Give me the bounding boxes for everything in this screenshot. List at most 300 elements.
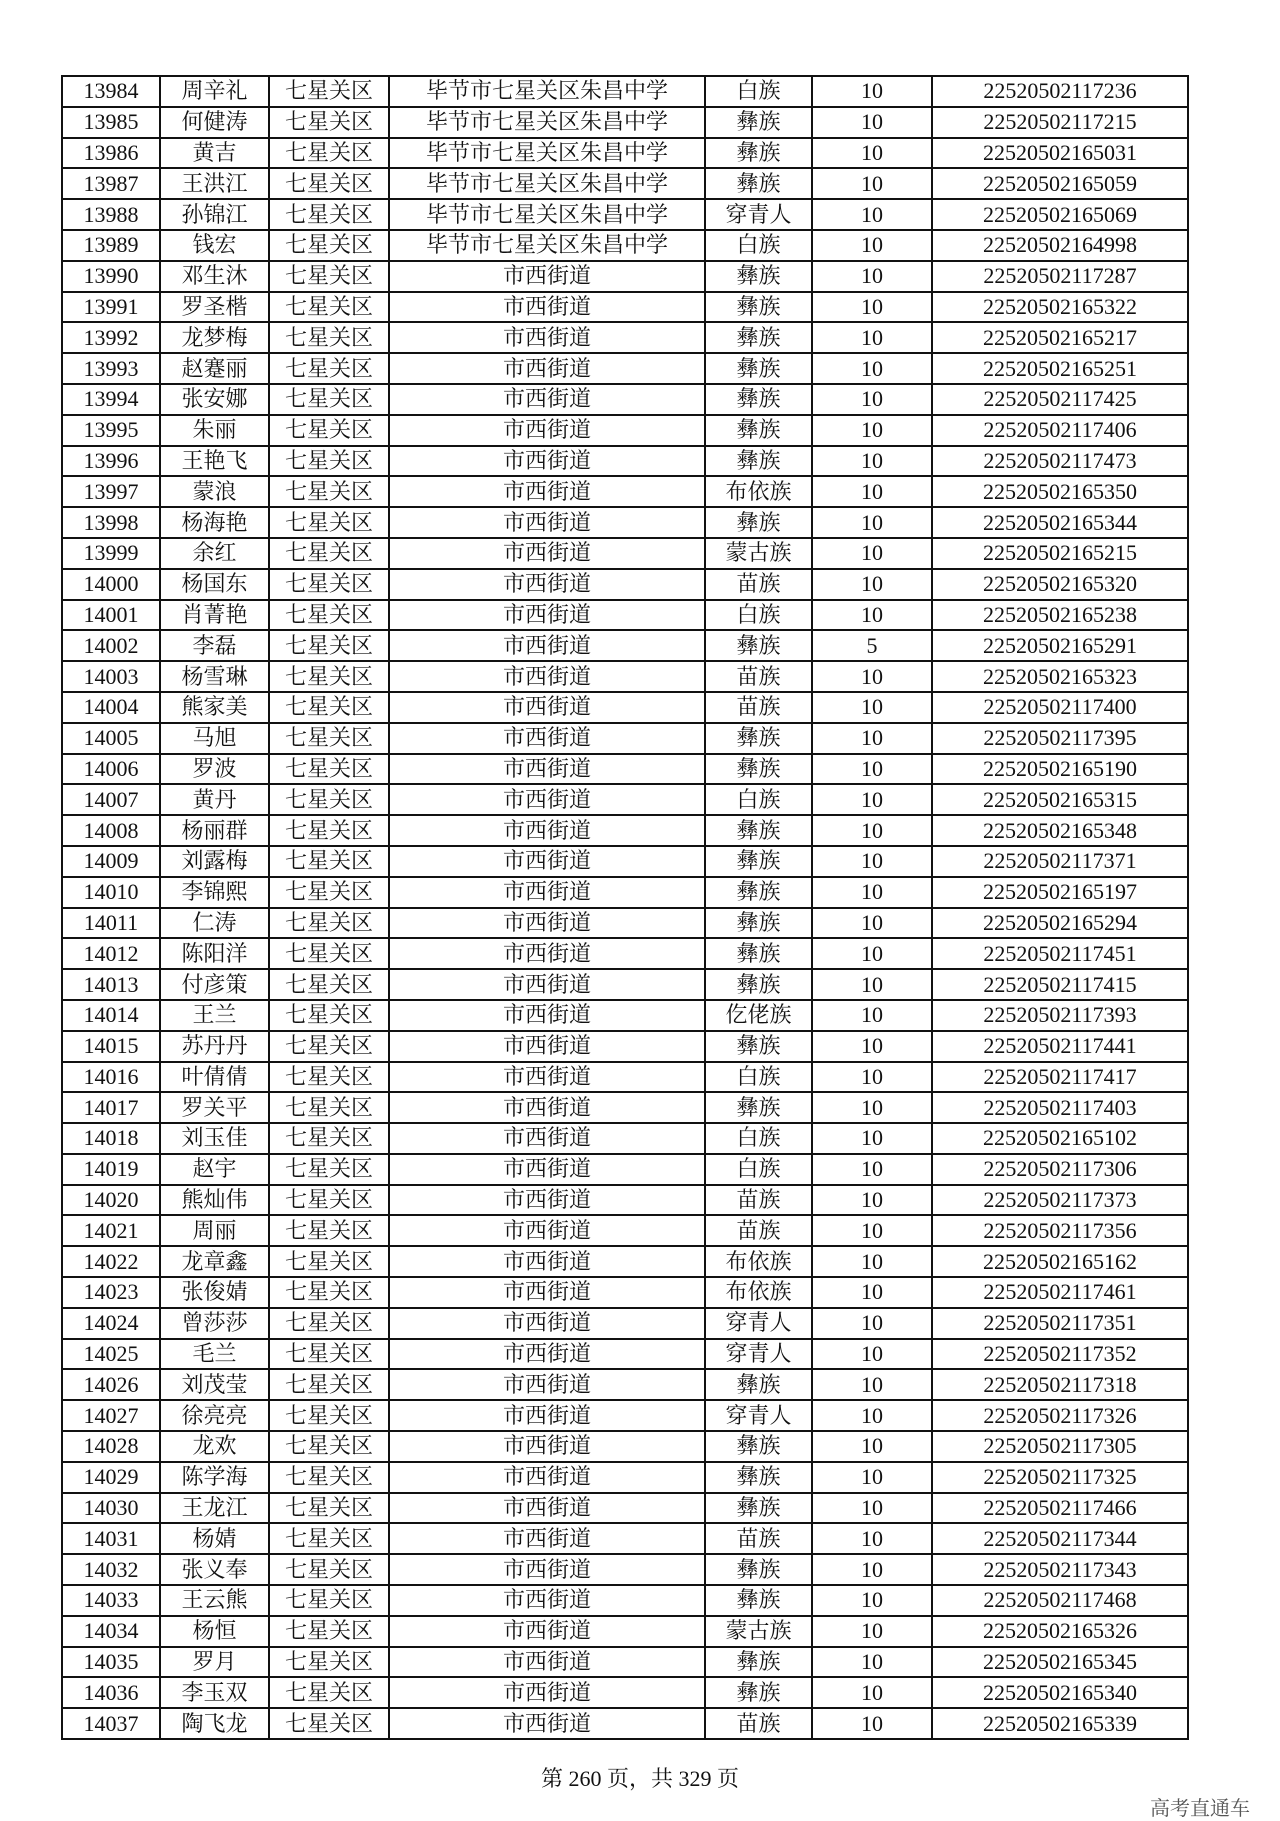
row-index-cell: 14010	[62, 877, 160, 908]
district-cell: 七星关区	[269, 1031, 389, 1062]
exam-id-cell: 22520502165031	[932, 138, 1188, 169]
score-cell: 10	[812, 1616, 932, 1647]
table-row	[62, 1246, 1188, 1277]
exam-id-cell: 22520502165344	[932, 507, 1188, 538]
table-row	[62, 230, 1188, 261]
score-cell: 10	[812, 1123, 932, 1154]
ethnicity-cell: 白族	[705, 784, 812, 815]
district-cell: 七星关区	[269, 877, 389, 908]
student-name-cell: 杨婧	[160, 1523, 269, 1554]
district-cell: 七星关区	[269, 1493, 389, 1524]
school-cell: 市西街道	[389, 446, 705, 477]
ethnicity-cell: 穿青人	[705, 199, 812, 230]
exam-id-cell: 22520502117215	[932, 107, 1188, 138]
table-row	[62, 538, 1188, 569]
student-name-cell: 罗波	[160, 754, 269, 785]
exam-id-cell: 22520502165217	[932, 322, 1188, 353]
row-index-cell: 13991	[62, 292, 160, 323]
student-name-cell: 黄丹	[160, 784, 269, 815]
ethnicity-cell: 彝族	[705, 1462, 812, 1493]
row-index-cell: 13998	[62, 507, 160, 538]
table-row	[62, 1523, 1188, 1554]
school-cell: 市西街道	[389, 1647, 705, 1678]
district-cell: 七星关区	[269, 1462, 389, 1493]
row-index-cell: 13984	[62, 76, 160, 107]
row-index-cell: 14019	[62, 1154, 160, 1185]
ethnicity-cell: 彝族	[705, 292, 812, 323]
table-row	[62, 1339, 1188, 1370]
school-cell: 市西街道	[389, 322, 705, 353]
score-cell: 10	[812, 384, 932, 415]
district-cell: 七星关区	[269, 1062, 389, 1093]
row-index-cell: 13999	[62, 538, 160, 569]
district-cell: 七星关区	[269, 1215, 389, 1246]
ethnicity-cell: 仡佬族	[705, 1000, 812, 1031]
score-cell: 10	[812, 723, 932, 754]
ethnicity-cell: 白族	[705, 1062, 812, 1093]
school-cell: 市西街道	[389, 846, 705, 877]
student-name-cell: 毛兰	[160, 1339, 269, 1370]
score-cell: 10	[812, 476, 932, 507]
row-index-cell: 14022	[62, 1246, 160, 1277]
row-index-cell: 14011	[62, 908, 160, 939]
school-cell: 毕节市七星关区朱昌中学	[389, 138, 705, 169]
score-cell: 10	[812, 446, 932, 477]
score-cell: 10	[812, 1277, 932, 1308]
table-row	[62, 353, 1188, 384]
exam-id-cell: 22520502117318	[932, 1369, 1188, 1400]
table-row	[62, 1123, 1188, 1154]
school-cell: 毕节市七星关区朱昌中学	[389, 168, 705, 199]
table-row	[62, 908, 1188, 939]
table-row	[62, 261, 1188, 292]
row-index-cell: 14035	[62, 1647, 160, 1678]
district-cell: 七星关区	[269, 815, 389, 846]
school-cell: 市西街道	[389, 1585, 705, 1616]
exam-id-cell: 22520502165345	[932, 1647, 1188, 1678]
district-cell: 七星关区	[269, 230, 389, 261]
school-cell: 市西街道	[389, 1554, 705, 1585]
ethnicity-cell: 彝族	[705, 322, 812, 353]
exam-id-cell: 22520502165326	[932, 1616, 1188, 1647]
school-cell: 市西街道	[389, 538, 705, 569]
school-cell: 市西街道	[389, 353, 705, 384]
table-row	[62, 1616, 1188, 1647]
ethnicity-cell: 彝族	[705, 723, 812, 754]
watermark: 高考直通车	[1150, 1796, 1250, 1820]
exam-id-cell: 22520502165350	[932, 476, 1188, 507]
table-row	[62, 1493, 1188, 1524]
row-index-cell: 14008	[62, 815, 160, 846]
district-cell: 七星关区	[269, 908, 389, 939]
table-row	[62, 1585, 1188, 1616]
row-index-cell: 14027	[62, 1400, 160, 1431]
ethnicity-cell: 布依族	[705, 1277, 812, 1308]
district-cell: 七星关区	[269, 1554, 389, 1585]
ethnicity-cell: 彝族	[705, 908, 812, 939]
row-index-cell: 14012	[62, 938, 160, 969]
district-cell: 七星关区	[269, 1431, 389, 1462]
school-cell: 市西街道	[389, 908, 705, 939]
table-row	[62, 723, 1188, 754]
score-cell: 10	[812, 1062, 932, 1093]
score-cell: 10	[812, 600, 932, 631]
student-name-cell: 肖菁艳	[160, 600, 269, 631]
ethnicity-cell: 彝族	[705, 1677, 812, 1708]
school-cell: 市西街道	[389, 1339, 705, 1370]
exam-id-cell: 22520502117473	[932, 446, 1188, 477]
district-cell: 七星关区	[269, 1154, 389, 1185]
row-index-cell: 14037	[62, 1708, 160, 1739]
row-index-cell: 14016	[62, 1062, 160, 1093]
score-cell: 10	[812, 1431, 932, 1462]
district-cell: 七星关区	[269, 1647, 389, 1678]
school-cell: 毕节市七星关区朱昌中学	[389, 76, 705, 107]
ethnicity-cell: 彝族	[705, 1493, 812, 1524]
district-cell: 七星关区	[269, 168, 389, 199]
score-cell: 10	[812, 569, 932, 600]
school-cell: 市西街道	[389, 415, 705, 446]
district-cell: 七星关区	[269, 784, 389, 815]
student-name-cell: 罗关平	[160, 1092, 269, 1123]
district-cell: 七星关区	[269, 1246, 389, 1277]
exam-id-cell: 22520502117406	[932, 415, 1188, 446]
school-cell: 市西街道	[389, 630, 705, 661]
student-name-cell: 马旭	[160, 723, 269, 754]
ethnicity-cell: 彝族	[705, 754, 812, 785]
exam-id-cell: 22520502165251	[932, 353, 1188, 384]
student-name-cell: 王云熊	[160, 1585, 269, 1616]
score-cell: 10	[812, 1677, 932, 1708]
exam-id-cell: 22520502117352	[932, 1339, 1188, 1370]
exam-id-cell: 22520502165190	[932, 754, 1188, 785]
ethnicity-cell: 苗族	[705, 1523, 812, 1554]
table-row	[62, 938, 1188, 969]
table-row	[62, 600, 1188, 631]
school-cell: 毕节市七星关区朱昌中学	[389, 199, 705, 230]
score-cell: 10	[812, 1092, 932, 1123]
student-name-cell: 杨海艳	[160, 507, 269, 538]
ethnicity-cell: 布依族	[705, 1246, 812, 1277]
table-row	[62, 199, 1188, 230]
ethnicity-cell: 彝族	[705, 415, 812, 446]
table-row	[62, 107, 1188, 138]
table-row	[62, 292, 1188, 323]
exam-id-cell: 22520502117306	[932, 1154, 1188, 1185]
student-name-cell: 陶飞龙	[160, 1708, 269, 1739]
school-cell: 市西街道	[389, 661, 705, 692]
row-index-cell: 14014	[62, 1000, 160, 1031]
district-cell: 七星关区	[269, 538, 389, 569]
ethnicity-cell: 白族	[705, 600, 812, 631]
school-cell: 市西街道	[389, 969, 705, 1000]
table-row	[62, 569, 1188, 600]
table-row	[62, 1215, 1188, 1246]
row-index-cell: 13988	[62, 199, 160, 230]
district-cell: 七星关区	[269, 446, 389, 477]
student-name-cell: 周丽	[160, 1215, 269, 1246]
row-index-cell: 13994	[62, 384, 160, 415]
score-cell: 10	[812, 1647, 932, 1678]
exam-id-cell: 22520502165069	[932, 199, 1188, 230]
district-cell: 七星关区	[269, 292, 389, 323]
score-cell: 10	[812, 754, 932, 785]
exam-id-cell: 22520502117400	[932, 692, 1188, 723]
row-index-cell: 14002	[62, 630, 160, 661]
ethnicity-cell: 彝族	[705, 507, 812, 538]
student-name-cell: 徐亮亮	[160, 1400, 269, 1431]
exam-id-cell: 22520502165102	[932, 1123, 1188, 1154]
student-name-cell: 龙梦梅	[160, 322, 269, 353]
exam-id-cell: 22520502117287	[932, 261, 1188, 292]
exam-id-cell: 22520502117395	[932, 723, 1188, 754]
school-cell: 市西街道	[389, 507, 705, 538]
student-name-cell: 黄吉	[160, 138, 269, 169]
exam-id-cell: 22520502117236	[932, 76, 1188, 107]
district-cell: 七星关区	[269, 76, 389, 107]
row-index-cell: 14026	[62, 1369, 160, 1400]
score-cell: 10	[812, 661, 932, 692]
exam-id-cell: 22520502165339	[932, 1708, 1188, 1739]
student-name-cell: 张义奉	[160, 1554, 269, 1585]
score-cell: 10	[812, 415, 932, 446]
score-cell: 10	[812, 1185, 932, 1216]
ethnicity-cell: 彝族	[705, 815, 812, 846]
student-name-cell: 罗圣楷	[160, 292, 269, 323]
school-cell: 市西街道	[389, 1708, 705, 1739]
score-cell: 10	[812, 938, 932, 969]
exam-id-cell: 22520502117403	[932, 1092, 1188, 1123]
row-index-cell: 14028	[62, 1431, 160, 1462]
district-cell: 七星关区	[269, 692, 389, 723]
exam-id-cell: 22520502165162	[932, 1246, 1188, 1277]
row-index-cell: 13996	[62, 446, 160, 477]
score-cell: 10	[812, 1308, 932, 1339]
district-cell: 七星关区	[269, 1708, 389, 1739]
table-row	[62, 754, 1188, 785]
row-index-cell: 13987	[62, 168, 160, 199]
table-row	[62, 1400, 1188, 1431]
student-name-cell: 李磊	[160, 630, 269, 661]
score-cell: 10	[812, 1031, 932, 1062]
table-row	[62, 1000, 1188, 1031]
score-cell: 10	[812, 784, 932, 815]
ethnicity-cell: 蒙古族	[705, 1616, 812, 1647]
ethnicity-cell: 布依族	[705, 476, 812, 507]
student-name-cell: 陈学海	[160, 1462, 269, 1493]
district-cell: 七星关区	[269, 846, 389, 877]
exam-id-cell: 22520502117417	[932, 1062, 1188, 1093]
table-row	[62, 1092, 1188, 1123]
row-index-cell: 13993	[62, 353, 160, 384]
student-name-cell: 刘玉佳	[160, 1123, 269, 1154]
exam-id-cell: 22520502165294	[932, 908, 1188, 939]
ethnicity-cell: 穿青人	[705, 1308, 812, 1339]
score-cell: 10	[812, 846, 932, 877]
row-index-cell: 14005	[62, 723, 160, 754]
table-row	[62, 661, 1188, 692]
row-index-cell: 14003	[62, 661, 160, 692]
district-cell: 七星关区	[269, 969, 389, 1000]
district-cell: 七星关区	[269, 1677, 389, 1708]
ethnicity-cell: 彝族	[705, 446, 812, 477]
student-name-cell: 杨恒	[160, 1616, 269, 1647]
district-cell: 七星关区	[269, 661, 389, 692]
student-name-cell: 孙锦江	[160, 199, 269, 230]
student-name-cell: 刘茂莹	[160, 1369, 269, 1400]
row-index-cell: 14032	[62, 1554, 160, 1585]
student-name-cell: 曾莎莎	[160, 1308, 269, 1339]
score-cell: 10	[812, 1154, 932, 1185]
score-cell: 10	[812, 969, 932, 1000]
school-cell: 毕节市七星关区朱昌中学	[389, 230, 705, 261]
row-index-cell: 13985	[62, 107, 160, 138]
school-cell: 市西街道	[389, 292, 705, 323]
score-cell: 5	[812, 630, 932, 661]
ethnicity-cell: 彝族	[705, 107, 812, 138]
score-cell: 10	[812, 1369, 932, 1400]
ethnicity-cell: 苗族	[705, 1185, 812, 1216]
row-index-cell: 14020	[62, 1185, 160, 1216]
exam-id-cell: 22520502165315	[932, 784, 1188, 815]
district-cell: 七星关区	[269, 1369, 389, 1400]
student-name-cell: 王龙江	[160, 1493, 269, 1524]
table-row	[62, 76, 1188, 107]
table-row	[62, 1647, 1188, 1678]
district-cell: 七星关区	[269, 322, 389, 353]
row-index-cell: 14017	[62, 1092, 160, 1123]
row-index-cell: 14036	[62, 1677, 160, 1708]
score-cell: 10	[812, 107, 932, 138]
student-name-cell: 赵宇	[160, 1154, 269, 1185]
district-cell: 七星关区	[269, 353, 389, 384]
ethnicity-cell: 彝族	[705, 1031, 812, 1062]
district-cell: 七星关区	[269, 476, 389, 507]
table-row	[62, 1062, 1188, 1093]
student-name-cell: 张安娜	[160, 384, 269, 415]
score-cell: 10	[812, 261, 932, 292]
row-index-cell: 14033	[62, 1585, 160, 1616]
school-cell: 市西街道	[389, 476, 705, 507]
table-row	[62, 384, 1188, 415]
district-cell: 七星关区	[269, 754, 389, 785]
row-index-cell: 14015	[62, 1031, 160, 1062]
exam-id-cell: 22520502117468	[932, 1585, 1188, 1616]
district-cell: 七星关区	[269, 384, 389, 415]
school-cell: 市西街道	[389, 600, 705, 631]
school-cell: 市西街道	[389, 1062, 705, 1093]
ethnicity-cell: 白族	[705, 230, 812, 261]
student-name-cell: 刘露梅	[160, 846, 269, 877]
table-row	[62, 1308, 1188, 1339]
score-cell: 10	[812, 908, 932, 939]
school-cell: 市西街道	[389, 1400, 705, 1431]
ethnicity-cell: 彝族	[705, 1431, 812, 1462]
row-index-cell: 14034	[62, 1616, 160, 1647]
score-cell: 10	[812, 1339, 932, 1370]
exam-id-cell: 22520502165323	[932, 661, 1188, 692]
student-name-cell: 付彦策	[160, 969, 269, 1000]
district-cell: 七星关区	[269, 1585, 389, 1616]
school-cell: 市西街道	[389, 1215, 705, 1246]
district-cell: 七星关区	[269, 1185, 389, 1216]
table-row	[62, 1185, 1188, 1216]
row-index-cell: 13989	[62, 230, 160, 261]
ethnicity-cell: 白族	[705, 1154, 812, 1185]
school-cell: 市西街道	[389, 1677, 705, 1708]
student-name-cell: 王兰	[160, 1000, 269, 1031]
table-row	[62, 630, 1188, 661]
student-name-cell: 邓生沐	[160, 261, 269, 292]
student-name-cell: 钱宏	[160, 230, 269, 261]
ethnicity-cell: 彝族	[705, 630, 812, 661]
score-cell: 10	[812, 199, 932, 230]
exam-id-cell: 22520502165291	[932, 630, 1188, 661]
district-cell: 七星关区	[269, 1308, 389, 1339]
exam-id-cell: 22520502117393	[932, 1000, 1188, 1031]
score-cell: 10	[812, 168, 932, 199]
school-cell: 市西街道	[389, 384, 705, 415]
school-cell: 市西街道	[389, 1493, 705, 1524]
student-name-cell: 余红	[160, 538, 269, 569]
table-row	[62, 1369, 1188, 1400]
exam-id-cell: 22520502117425	[932, 384, 1188, 415]
student-name-cell: 杨国东	[160, 569, 269, 600]
table-row	[62, 1154, 1188, 1185]
ethnicity-cell: 苗族	[705, 1215, 812, 1246]
school-cell: 市西街道	[389, 1616, 705, 1647]
score-cell: 10	[812, 1493, 932, 1524]
district-cell: 七星关区	[269, 723, 389, 754]
table-row	[62, 784, 1188, 815]
district-cell: 七星关区	[269, 569, 389, 600]
table-row	[62, 877, 1188, 908]
table-row	[62, 1462, 1188, 1493]
school-cell: 市西街道	[389, 692, 705, 723]
district-cell: 七星关区	[269, 1339, 389, 1370]
table-row	[62, 1554, 1188, 1585]
student-name-cell: 熊家美	[160, 692, 269, 723]
ethnicity-cell: 彝族	[705, 1647, 812, 1678]
row-index-cell: 14001	[62, 600, 160, 631]
student-name-cell: 龙章鑫	[160, 1246, 269, 1277]
ethnicity-cell: 彝族	[705, 1554, 812, 1585]
student-name-cell: 陈阳洋	[160, 938, 269, 969]
exam-id-cell: 22520502117373	[932, 1185, 1188, 1216]
district-cell: 七星关区	[269, 1277, 389, 1308]
table-row	[62, 846, 1188, 877]
row-index-cell: 13986	[62, 138, 160, 169]
school-cell: 市西街道	[389, 877, 705, 908]
score-cell: 10	[812, 1000, 932, 1031]
table-row	[62, 446, 1188, 477]
table-row	[62, 476, 1188, 507]
exam-id-cell: 22520502117343	[932, 1554, 1188, 1585]
district-cell: 七星关区	[269, 1092, 389, 1123]
exam-id-cell: 22520502117415	[932, 969, 1188, 1000]
district-cell: 七星关区	[269, 107, 389, 138]
ethnicity-cell: 苗族	[705, 661, 812, 692]
score-cell: 10	[812, 1400, 932, 1431]
ethnicity-cell: 彝族	[705, 846, 812, 877]
school-cell: 市西街道	[389, 1154, 705, 1185]
student-name-cell: 张俊婧	[160, 1277, 269, 1308]
score-cell: 10	[812, 507, 932, 538]
exam-id-cell: 22520502117344	[932, 1523, 1188, 1554]
exam-id-cell: 22520502117305	[932, 1431, 1188, 1462]
ethnicity-cell: 彝族	[705, 261, 812, 292]
student-name-cell: 赵蹇丽	[160, 353, 269, 384]
